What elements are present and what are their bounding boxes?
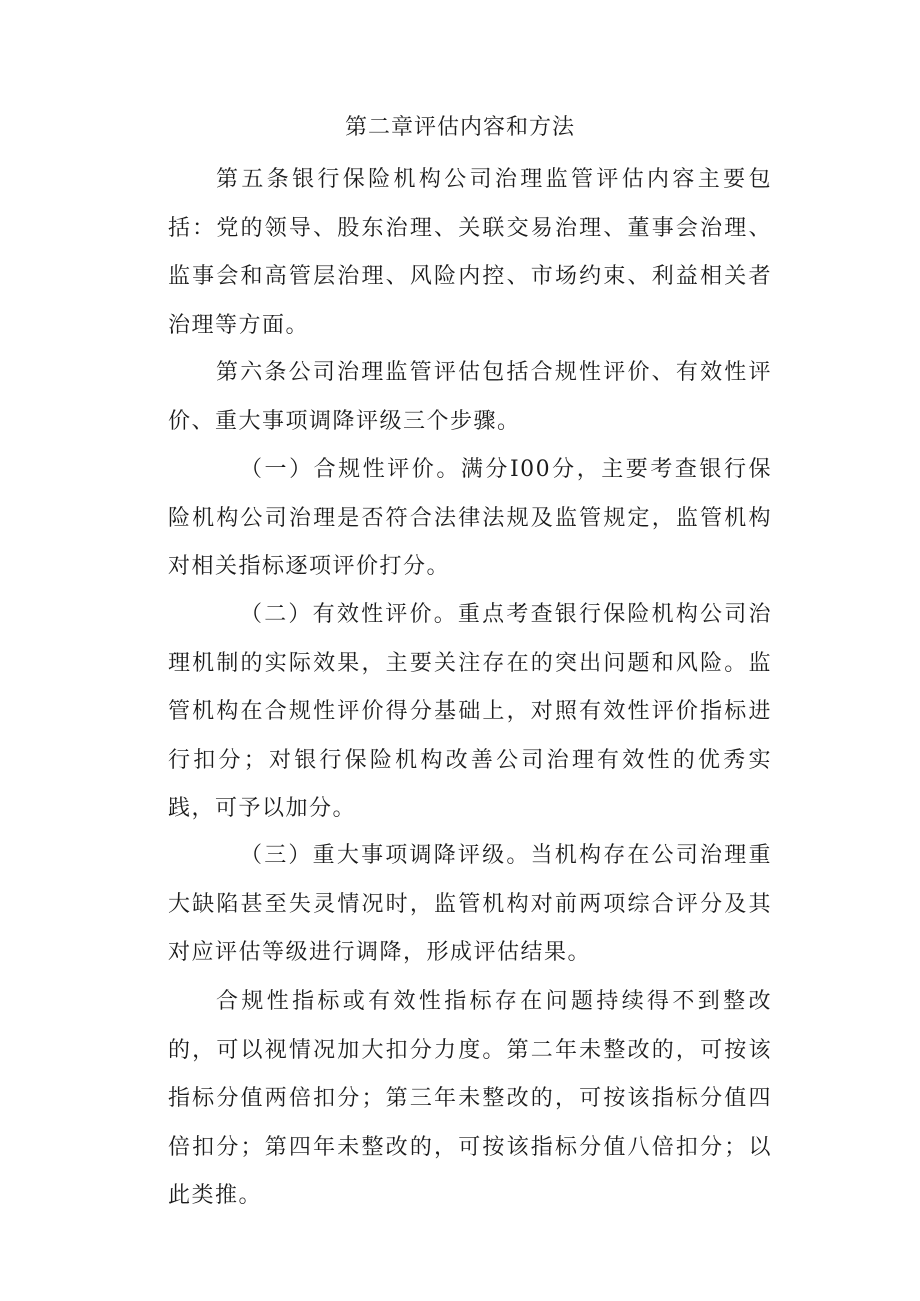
rectification-paragraph: 合规性指标或有效性指标存在问题持续得不到整改的，可以视情况加大扣分力度。第二年未整改的，可按该指标分值两倍扣分；第三年未整改的，可按该指标分值四倍扣分；第四年未整改的，可按该指标分值八倍扣分；以此类推。: [168, 989, 772, 1208]
article-6-paragraph: 第六条公司治理监管评估包括合规性评价、有效性评价、重大事项调降评级三个步骤。: [168, 360, 772, 434]
item-3-downgrade-paragraph: （三）重大事项调降评级。当机构存在公司治理重大缺陷甚至失灵情况时，监管机构对前两项综合评分及其对应评估等级进行调降，形成评估结果。: [168, 843, 772, 965]
item-1-compliance-paragraph: （一）合规性评价。满分I00分，主要考查银行保险机构公司治理是否符合法律法规及监管规定，监管机构对相关指标逐项评价打分。: [168, 457, 772, 579]
item-2-effectiveness-paragraph: （二）有效性评价。重点考查银行保险机构公司治理机制的实际效果，主要关注存在的突出问题和风险。监管机构在合规性评价得分基础上，对照有效性评价指标进行扣分；对银行保险机构改善公司治理有效性的优秀实践，可予以加分。: [168, 602, 772, 821]
chapter-title: 第二章评估内容和方法: [344, 115, 575, 140]
article-5-paragraph: 第五条银行保险机构公司治理监管评估内容主要包括：党的领导、股东治理、关联交易治理、董事会治理、监事会和高管层治理、风险内控、市场约束、利益相关者治理等方面。: [168, 167, 772, 338]
